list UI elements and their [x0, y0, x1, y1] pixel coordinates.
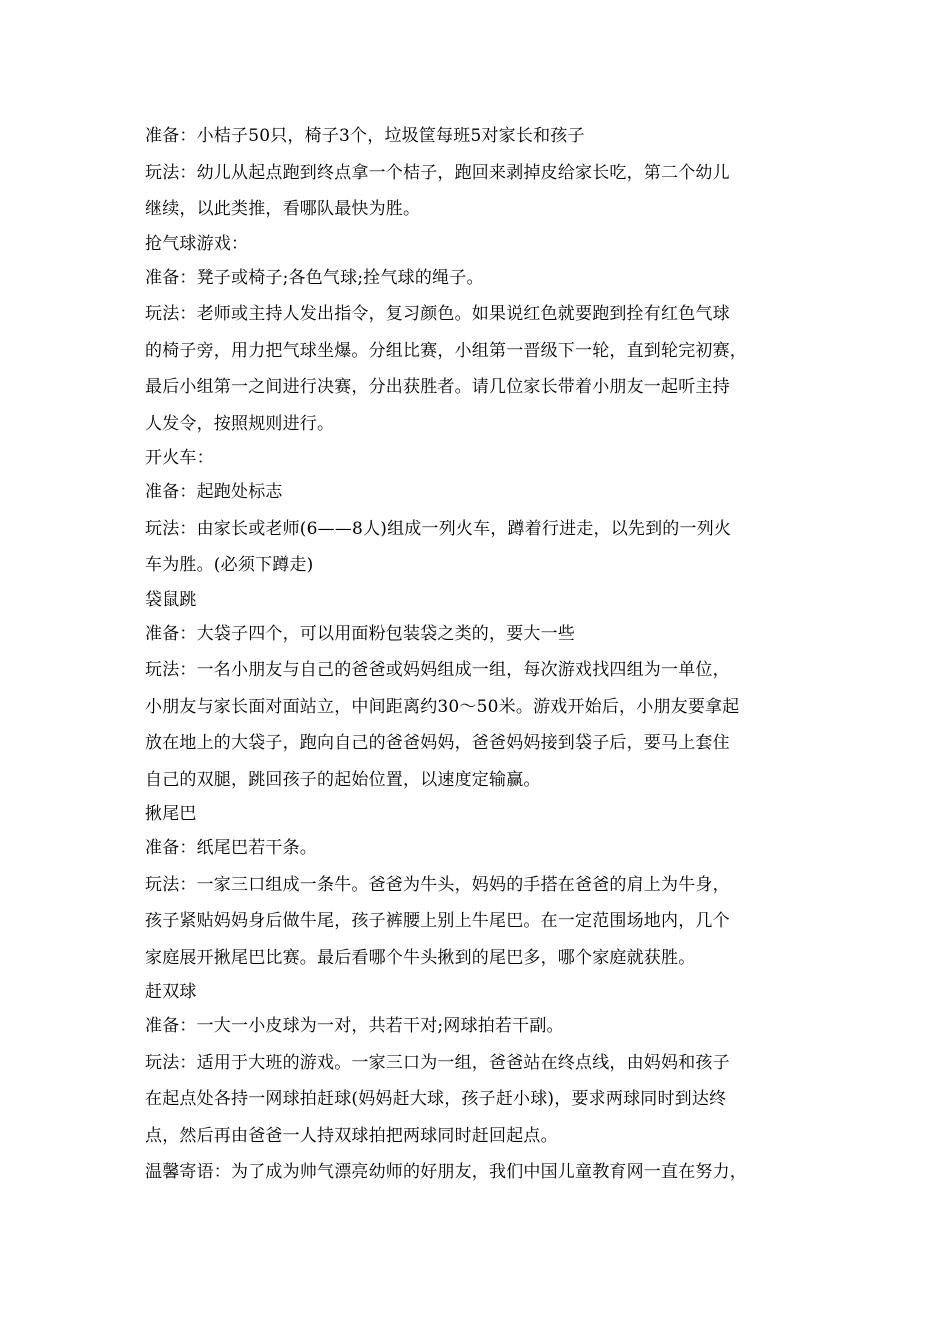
text-line: 孩子紧贴妈妈身后做牛尾，孩子裤腰上别上牛尾巴。在一定范围场地内，几个: [145, 911, 730, 931]
text-line: 人发令，按照规则进行。: [145, 413, 335, 434]
text-line: 小朋友与家长面对面站立，中间距离约30～50米。游戏开始后，小朋友要拿起: [145, 696, 740, 717]
text-line: 玩法：一家三口组成一条牛。爸爸为牛头，妈妈的手搭在爸爸的肩上为牛身，: [145, 874, 730, 895]
text-line: 玩法：幼儿从起点跑到终点拿一个桔子，跑回来剥掉皮给家长吃，第二个幼儿: [145, 162, 730, 183]
text-line: 家庭展开揪尾巴比赛。最后看哪个牛头揪到的尾巴多，哪个家庭就获胜。: [145, 947, 696, 968]
section-heading: 袋鼠跳: [145, 589, 197, 610]
text-line: 准备：一大一小皮球为一对，共若干对;网球拍若干副。: [145, 1016, 564, 1036]
text-line: 在起点处各持一网球拍赶球(妈妈赶大球，孩子赶小球)，要求两球同时到达终: [145, 1089, 727, 1109]
text-line: 准备：纸尾巴若干条。: [145, 838, 317, 858]
text-line: 最后小组第一之间进行决赛，分出获胜者。请几位家长带着小朋友一起听主持: [145, 377, 730, 397]
text-line: 准备：凳子或椅子;各色气球;拴气球的绳子。: [145, 267, 484, 288]
document-body: [145, 118, 825, 1191]
text-line: 准备：起跑处标志: [145, 482, 283, 502]
section-heading: 赶双球: [145, 982, 197, 1002]
text-line: 玩法：适用于大班的游戏。一家三口为一组，爸爸站在终点线，由妈妈和孩子: [145, 1052, 730, 1073]
text-line: 玩法：一名小朋友与自己的爸爸或妈妈组成一组，每次游戏找四组为一单位，: [145, 660, 730, 680]
text-line: 自己的双腿，跳回孩子的起始位置，以速度定输赢。: [145, 769, 541, 790]
text-line: 放在地上的大袋子，跑向自己的爸爸妈妈，爸爸妈妈接到袋子后，要马上套住: [145, 733, 730, 753]
text-line: 继续，以此类推，看哪队最快为胜。: [145, 199, 421, 219]
text-line: 的椅子旁，用力把气球坐爆。分组比赛，小组第一晋级下一轮，直到轮完初赛，: [145, 340, 747, 361]
text-line: 准备：大袋子四个，可以用面粉包装袋之类的，要大一些: [145, 623, 575, 644]
section-heading: 开火车：: [145, 448, 214, 468]
section-heading: 揪尾巴: [145, 804, 197, 824]
text-line: 点，然后再由爸爸一人持双球拍把两球同时赶回起点。: [145, 1125, 558, 1146]
section-heading: 抢气球游戏：: [145, 233, 249, 254]
text-line: 车为胜。(必须下蹲走): [145, 555, 314, 575]
text-line: 准备：小桔子50只，椅子3个，垃圾筐每班5对家长和孩子: [145, 126, 585, 146]
text-line: 温馨寄语：为了成为帅气漂亮幼师的好朋友，我们中国儿童教育网一直在努力，: [145, 1162, 747, 1182]
text-line: 玩法：老师或主持人发出指令，复习颜色。如果说红色就要跑到拴有红色气球: [145, 304, 730, 324]
text-line: 玩法：由家长或老师(6——8人)组成一列火车，蹲着行进走，以先到的一列火: [145, 518, 732, 539]
